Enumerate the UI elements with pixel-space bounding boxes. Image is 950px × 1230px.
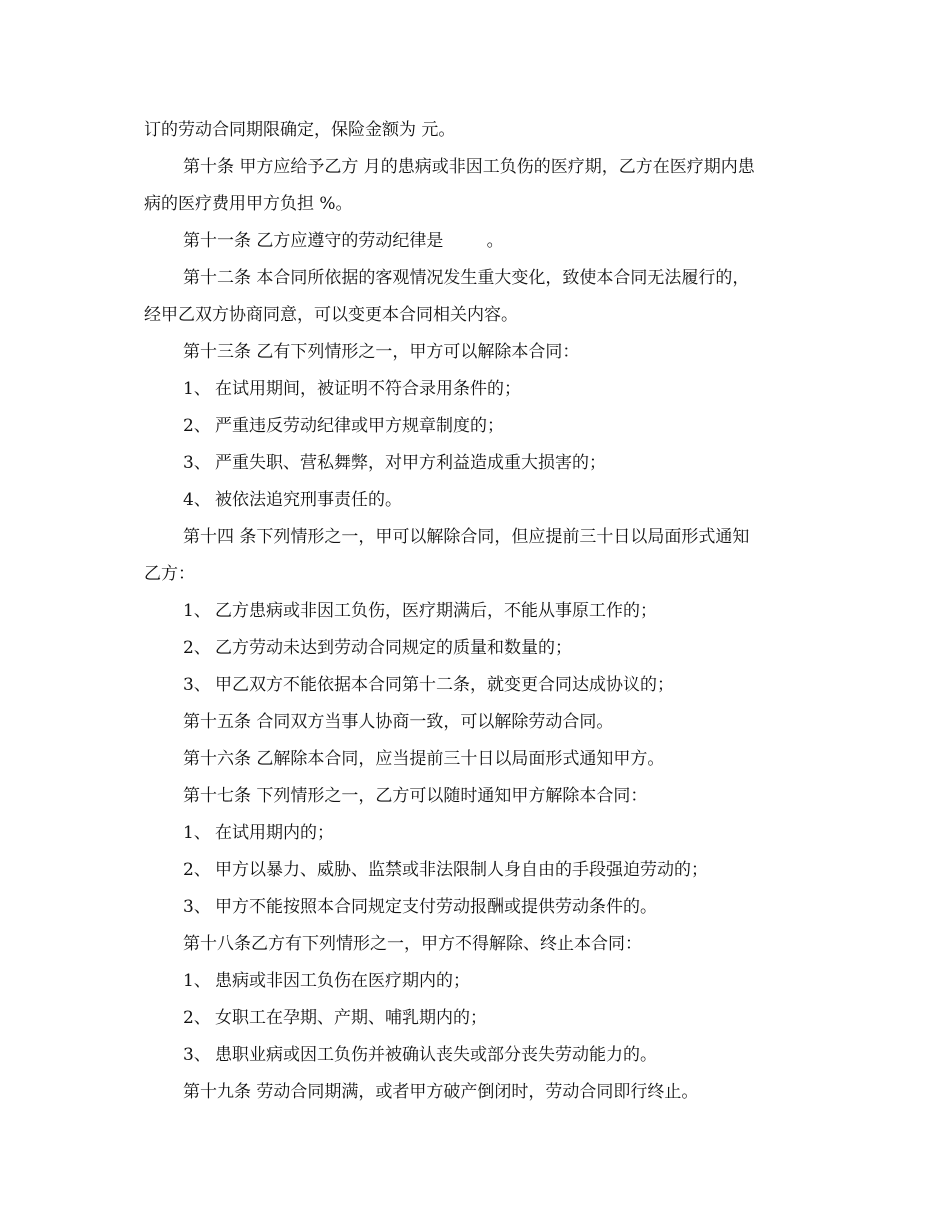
list-item [0,821,950,845]
paragraph-continuation-line: 病的医疗费用甲方负担 %。 [144,194,353,214]
article-paragraph-line: 第十二条 本合同所依据的客观情况发生重大变化，致使本合同无法履行的， [183,268,750,288]
list-item-text: 患病或非因工负伤在医疗期内的； [215,971,470,991]
list-item-text: 患职业病或因工负伤并被确认丧失或部分丧失劳动能力的。 [215,1045,657,1065]
article-paragraph-line: 第十一条 乙方应遵守的劳动纪律是 。 [183,231,504,251]
list-item-text: 乙方患病或非因工负伤，医疗期满后，不能从事原工作的； [215,601,657,621]
list-item-number: 3、 [183,453,211,473]
list-item [0,969,950,993]
list-item [0,636,950,660]
list-item-text: 甲乙双方不能依据本合同第十二条，就变更合同达成协议的； [215,675,674,695]
list-item [0,599,950,623]
article-paragraph-line: 第十九条 劳动合同期满，或者甲方破产倒闭时，劳动合同即行终止。 [183,1082,699,1102]
list-item-number: 2、 [183,1008,211,1028]
article-paragraph-line: 第十四 条下列情形之一，甲可以解除合同，但应提前三十日以局面形式通知 [183,527,750,547]
list-item [0,414,950,438]
list-item-number: 1、 [183,379,211,399]
list-item-text: 在试用期间，被证明不符合录用条件的； [215,379,521,399]
article-paragraph-line: 第十五条 合同双方当事人协商一致，可以解除劳动合同。 [183,712,614,732]
paragraph-continuation-line: 乙方： [144,564,195,584]
list-item [0,488,950,512]
paragraph-continuation-line: 经甲乙双方协商同意，可以变更本合同相关内容。 [144,305,518,325]
list-item-number: 3、 [183,675,211,695]
article-paragraph-line: 第十六条 乙解除本合同，应当提前三十日以局面形式通知甲方。 [183,749,665,769]
list-item-number: 2、 [183,416,211,436]
list-item-number: 3、 [183,897,211,917]
list-item-number: 4、 [183,490,211,510]
list-item [0,895,950,919]
list-item [0,1006,950,1030]
list-item-number: 2、 [183,860,211,880]
list-item [0,1043,950,1067]
list-item-number: 2、 [183,638,211,658]
list-item-text: 被依法追究刑事责任的。 [215,490,402,510]
list-item-text: 严重失职、营私舞弊，对甲方利益造成重大损害的； [215,453,606,473]
article-paragraph-line: 第十三条 乙有下列情形之一，甲方可以解除本合同： [183,342,580,362]
list-item [0,673,950,697]
article-paragraph-line: 第十条 甲方应给予乙方 月的患病或非因工负伤的医疗期，乙方在医疗期内患 [183,157,755,177]
article-paragraph-line: 第十八条乙方有下列情形之一，甲方不得解除、终止本合同： [183,934,642,954]
list-item-text: 在试用期内的； [215,823,334,843]
list-item-number: 1、 [183,601,211,621]
list-item-number: 1、 [183,823,211,843]
list-item-text: 严重违反劳动纪律或甲方规章制度的； [215,416,504,436]
list-item-number: 3、 [183,1045,211,1065]
paragraph-continuation-line: 订的劳动合同期限确定，保险金额为 元。 [144,120,456,140]
list-item-text: 乙方劳动未达到劳动合同规定的质量和数量的； [215,638,572,658]
list-item [0,377,950,401]
list-item [0,451,950,475]
list-item-number: 1、 [183,971,211,991]
list-item-text: 甲方以暴力、威胁、监禁或非法限制人身自由的手段强迫劳动的； [215,860,708,880]
list-item-text: 甲方不能按照本合同规定支付劳动报酬或提供劳动条件的。 [215,897,657,917]
list-item [0,858,950,882]
article-paragraph-line: 第十七条 下列情形之一，乙方可以随时通知甲方解除本合同： [183,786,648,806]
list-item-text: 女职工在孕期、产期、哺乳期内的； [215,1008,487,1028]
